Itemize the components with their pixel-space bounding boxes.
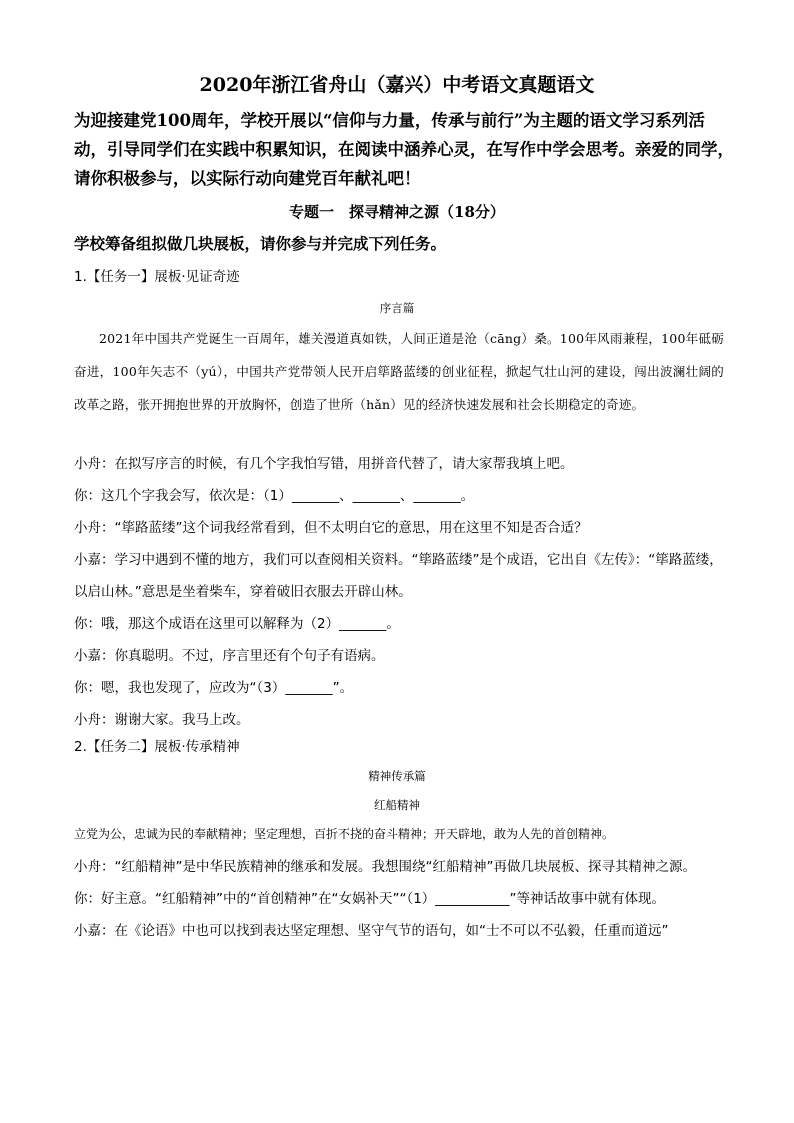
intro-paragraph: 为迎接建党100周年，学校开展以“信仰与力量，传承与前行”为主题的语文学习系列活动，引导同学们在实践中积累知识，在阅读中涵养心灵，在写作中学会思考。亲爱的同学，请你积极参与，以实际行动向建党百年献礼吧！ <box>74 111 734 188</box>
question-2-label: 2.【任务二】展板·传承精神 <box>74 739 240 755</box>
dialog-line: 小舟：“红船精神”是中华民族精神的继承和发展。我想围绕“红船精神”再做几块展板、探寻其精神之源。 <box>74 859 696 875</box>
task-intro: 学校筹备组拟做几块展板，请你参与并完成下列任务。 <box>74 234 447 253</box>
dialog-line: 小舟：在拟写序言的时候，有几个字我怕写错，用拼音代替了，请大家帮我填上吧。 <box>74 456 574 472</box>
dialog-line: 你：这几个字我会写，依次是：（1）_______、_______、_______。 <box>74 488 475 504</box>
red-boat-title: 红船精神 <box>374 798 420 812</box>
q1-dialog <box>74 448 724 736</box>
dialog-line: 你：哦，那这个成语在这里可以解释为（2）_______。 <box>74 616 400 632</box>
preface-text <box>74 322 724 421</box>
dialog-line: 小舟：谢谢大家。我马上改。 <box>74 712 250 728</box>
preface-paragraph: 2021年中国共产党诞生一百周年，雄关漫道真如铁，人间正道是沧（cāng）桑。100年风雨兼程，100年砥砺奋进，100年矢志不（yú），中国共产党带领人民开启筚路蓝缕的创业征程，掀起气壮山河的建设，闯出波澜壮阔的改革之路，张开拥抱世界的开放胸怀，创造了世所（hǎn）见的经济快速发展和社会长期稳定的奇迹。 <box>74 331 724 412</box>
dialog-line: 你：嗯，我也发现了，应改为“（3）_______”。 <box>74 680 354 696</box>
question-1-label: 1.【任务一】展板·见证奇迹 <box>74 269 240 285</box>
section-sub-title: 精神传承篇 <box>368 769 426 783</box>
dialog-line: 小嘉：学习中遇到不懂的地方，我们可以查阅相关资料。“筚路蓝缕”是个成语，它出自《左传》：“筚路蓝缕，以启山林。”意思是坐着柴车，穿着破旧衣服去开辟山林。 <box>74 552 723 600</box>
dialog-line: 你：好主意。“红船精神”中的“首创精神”在“女娲补天”“（1）___________”等神话故事中就有体现。 <box>74 891 666 907</box>
dialog-line: 小嘉：在《论语》中也可以找到表达坚定理想、坚守气节的语句，如“士不可以不弘毅，任重而道远” <box>74 923 669 939</box>
dialog-line: 小嘉：你真聪明。不过，序言里还有个句子有语病。 <box>74 648 385 664</box>
dialog-line: 小舟：“筚路蓝缕”这个词我经常看到，但不太明白它的意思，用在这里不知是否合适？ <box>74 520 588 536</box>
red-boat-motto: 立党为公，忠诚为民的奉献精神；坚定理想，百折不挠的奋斗精神；开天辟地，敢为人先的首创精神。 <box>74 827 615 841</box>
section-title: 专题一 探寻精神之源（18分） <box>289 203 505 221</box>
q2-dialog <box>74 851 724 947</box>
preface-title: 序言篇 <box>379 301 415 315</box>
page-title: 2020年浙江省舟山（嘉兴）中考语文真题语文 <box>199 74 595 96</box>
